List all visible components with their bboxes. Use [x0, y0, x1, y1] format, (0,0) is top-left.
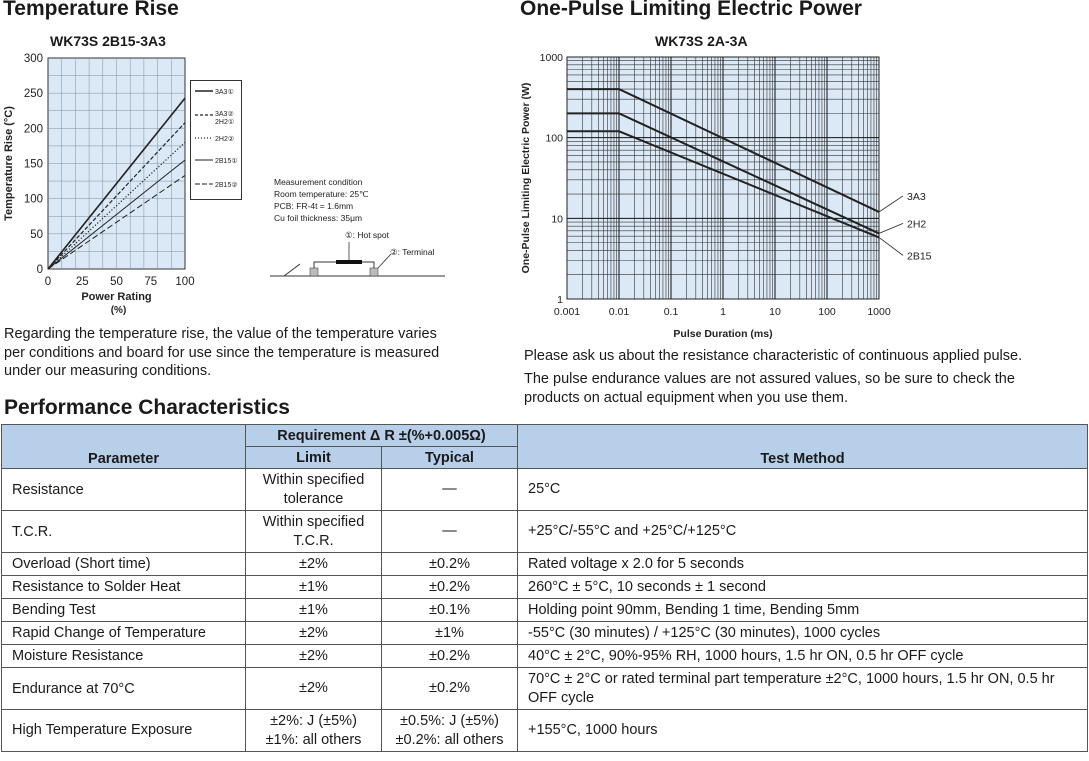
- table-row: [2, 599, 1088, 622]
- parameter-cell: Endurance at 70°C: [2, 668, 246, 710]
- method-cell: +25°C/-55°C and +25°C/+125°C: [518, 511, 1088, 553]
- table-row: [2, 553, 1088, 576]
- method-cell: 25°C: [518, 469, 1088, 511]
- series-label: 2H2: [907, 218, 927, 231]
- measurement-line: Room temperature: 25℃: [274, 189, 369, 199]
- y-tick-label: 200: [23, 123, 43, 136]
- x-tick-label: 100: [818, 306, 836, 318]
- series-label: 2B15: [907, 250, 932, 263]
- terminal-label: ②: Terminal: [390, 247, 435, 257]
- series-leader-line: [879, 196, 903, 212]
- y-tick-label: 1: [557, 294, 563, 306]
- parameter-cell: Overload (Short time): [2, 553, 246, 576]
- method-cell: -55°C (30 minutes) / +125°C (30 minutes), 1000 cycles: [518, 622, 1088, 645]
- measurement-line: PCB: FR-4t = 1.6mm: [274, 201, 354, 211]
- x-tick-label: 0.1: [663, 306, 679, 318]
- method-cell: 40°C ± 2°C, 90%-95% RH, 1000 hours, 1.5 hr ON, 0.5 hr OFF cycle: [518, 645, 1088, 668]
- y-tick-label: 300: [23, 53, 43, 65]
- series-label: 3A3: [907, 190, 926, 203]
- legend-label-2h2-2: 2H2②: [215, 136, 235, 143]
- typical-cell: —: [382, 469, 518, 511]
- typical-cell: ±0.5%: J (±5%) ±0.2%: all others: [382, 710, 518, 752]
- limit-cell: ±2%: [246, 645, 382, 668]
- table-row: [2, 469, 1088, 511]
- y-tick-label: 0: [36, 264, 43, 276]
- table-row: [2, 710, 1088, 752]
- legend-label-2b15-2: 2B15②: [215, 182, 238, 189]
- pulse-note-1: Please ask us about the resistance characteristic of continuous applied pulse.: [524, 348, 1023, 364]
- series-leader-line: [879, 223, 903, 233]
- limit-cell: Within specified T.C.R.: [246, 511, 382, 553]
- pulse-note-2: The pulse endurance values are not assured values, so be sure to check the products on actual equipment when you use them.: [524, 371, 1015, 406]
- method-cell: 70°C ± 2°C or rated terminal part temperature ±2°C, 1000 hours, 1.5 hr ON, 0.5 hr OFF cycle: [518, 668, 1088, 710]
- legend-label-2b15-1: 2B15①: [215, 158, 238, 165]
- x-tick-label: 1: [720, 306, 726, 318]
- pulse-power-chart: [516, 46, 956, 346]
- chart1-title: WK73S 2B15-3A3: [50, 33, 166, 49]
- x-tick-label: 0: [44, 276, 52, 288]
- x-tick-label: 10: [769, 306, 781, 318]
- x-tick-label: 50: [110, 276, 123, 288]
- col-requirement: Requirement Δ R ±(%+0.005Ω): [246, 425, 518, 447]
- legend-label-3a3-2: 3A3② 2H2①: [215, 111, 235, 126]
- typical-cell: ±0.2%: [382, 553, 518, 576]
- typical-cell: ±0.1%: [382, 599, 518, 622]
- x-axis-unit: (%): [110, 305, 127, 316]
- y-tick-label: 1000: [539, 52, 563, 64]
- limit-cell: ±2%: J (±5%) ±1%: all others: [246, 710, 382, 752]
- typical-cell: ±1%: [382, 622, 518, 645]
- typical-cell: ±0.2%: [382, 645, 518, 668]
- parameter-cell: Resistance: [2, 469, 246, 511]
- parameter-cell: Rapid Change of Temperature: [2, 622, 246, 645]
- performance-table: [1, 424, 1088, 752]
- measurement-title: Measurement condition: [274, 177, 363, 187]
- parameter-cell: Moisture Resistance: [2, 645, 246, 668]
- y-axis-label: Temperature Rise (°C): [3, 106, 15, 221]
- performance-heading: Performance Characteristics: [4, 396, 290, 419]
- y-tick-label: 150: [23, 158, 43, 171]
- typical-cell: ±0.2%: [382, 576, 518, 599]
- x-axis-label: Power Rating: [81, 291, 152, 303]
- limit-cell: ±1%: [246, 576, 382, 599]
- col-typical: Typical: [382, 447, 518, 469]
- parameter-cell: T.C.R.: [2, 511, 246, 553]
- chart1-legend: [190, 80, 242, 200]
- x-tick-label: 25: [75, 276, 89, 288]
- col-limit: Limit: [246, 447, 382, 469]
- chart2-title: WK73S 2A-3A: [655, 33, 748, 49]
- series-leader-line: [879, 237, 903, 255]
- limit-cell: ±1%: [246, 599, 382, 622]
- y-tick-label: 10: [551, 213, 563, 226]
- hot-spot-label: ①: Hot spot: [345, 230, 389, 240]
- method-cell: +155°C, 1000 hours: [518, 710, 1088, 752]
- x-tick-label: 1000: [867, 306, 891, 318]
- limit-cell: Within specified tolerance: [246, 469, 382, 511]
- pulse-heading: One-Pulse Limiting Electric Power: [520, 0, 862, 20]
- y-axis-label: One-Pulse Limiting Electric Power (W): [520, 82, 532, 274]
- temperature-rise-heading: Temperature Rise: [3, 0, 179, 20]
- method-cell: Holding point 90mm, Bending 1 time, Bending 5mm: [518, 599, 1088, 622]
- limit-cell: ±2%: [246, 553, 382, 576]
- temperature-rise-note: Regarding the temperature rise, the value of the temperature varies per conditions and board for use since the temperature is measured under our measuring conditions.: [4, 326, 440, 379]
- method-cell: Rated voltage x 2.0 for 5 seconds: [518, 553, 1088, 576]
- limit-cell: ±2%: [246, 668, 382, 710]
- y-tick-label: 100: [23, 193, 43, 206]
- y-tick-label: 50: [30, 228, 43, 241]
- method-cell: 260°C ± 5°C, 10 seconds ± 1 second: [518, 576, 1088, 599]
- limit-cell: ±2%: [246, 622, 382, 645]
- x-axis-label: Pulse Duration (ms): [673, 328, 773, 340]
- x-tick-label: 100: [175, 276, 195, 288]
- table-row: [2, 576, 1088, 599]
- measurement-condition: [274, 176, 369, 224]
- parameter-cell: Resistance to Solder Heat: [2, 576, 246, 599]
- typical-cell: —: [382, 511, 518, 553]
- x-tick-label: 0.001: [553, 306, 581, 318]
- table-row: [2, 645, 1088, 668]
- col-parameter: Parameter: [2, 425, 246, 469]
- y-tick-label: 250: [23, 88, 43, 101]
- col-test-method: Test Method: [518, 425, 1088, 469]
- typical-cell: ±0.2%: [382, 668, 518, 710]
- table-row: [2, 622, 1088, 645]
- measurement-line: Cu foil thickness: 35μm: [274, 213, 363, 223]
- x-tick-label: 75: [144, 276, 158, 288]
- table-row: [2, 511, 1088, 553]
- table-row: [2, 668, 1088, 710]
- y-tick-label: 100: [545, 132, 563, 145]
- x-tick-label: 0.01: [608, 306, 630, 318]
- parameter-cell: Bending Test: [2, 599, 246, 622]
- hot-spot-marker: [336, 260, 362, 264]
- parameter-cell: High Temperature Exposure: [2, 710, 246, 752]
- legend-label-3a3-1: 3A3①: [215, 89, 234, 96]
